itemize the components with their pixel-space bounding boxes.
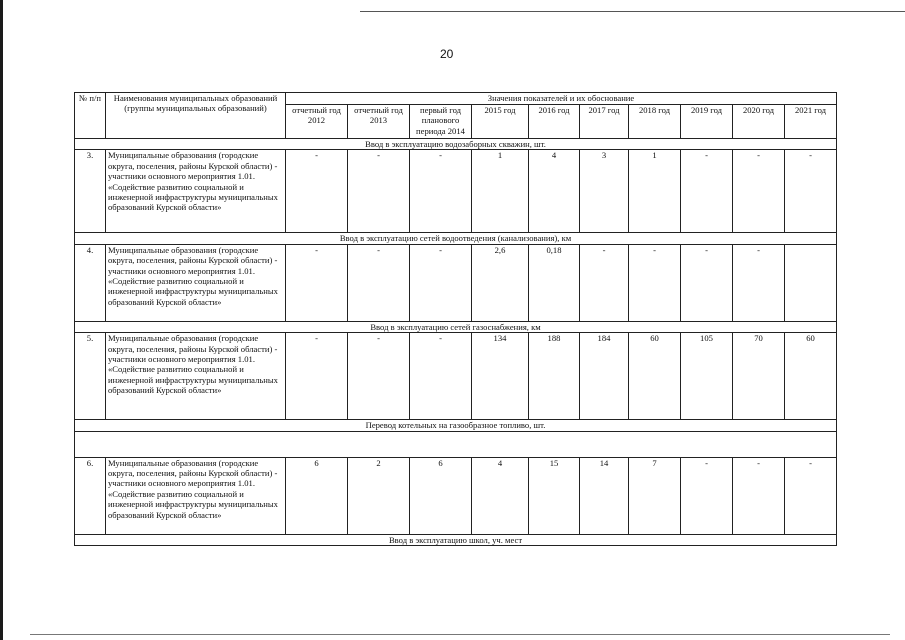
value-cell: 1: [472, 150, 529, 233]
row-name: Муниципальные образования (городские округа, поселения, районы Курской области) - участники основного мероприятия 1.01. «Содействие развитию социальной и инженерной инфраструктуры муниципальных образований Курской области»: [106, 333, 286, 420]
row-name: Муниципальные образования (городские округа, поселения, районы Курской области) - участники основного мероприятия 1.01. «Содействие развитию социальной и инженерной инфраструктуры муниципальных образований Курской области»: [106, 244, 286, 321]
spacer-row: [75, 431, 837, 457]
table-row: [75, 457, 837, 534]
value-cell: 7: [629, 457, 681, 534]
value-cell: -: [286, 150, 348, 233]
value-cell: 6: [286, 457, 348, 534]
row-number: 4.: [75, 244, 106, 321]
value-cell: -: [410, 333, 472, 420]
value-cell: -: [733, 457, 785, 534]
value-cell: -: [733, 244, 785, 321]
row-number: 5.: [75, 333, 106, 420]
value-cell: 6: [410, 457, 472, 534]
value-cell: 2,6: [472, 244, 529, 321]
table-row: [75, 333, 837, 420]
value-cell: 3: [580, 150, 629, 233]
table-row: [75, 244, 837, 321]
row-name: Муниципальные образования (городские округа, поселения, районы Курской области) - участники основного мероприятия 1.01. «Содействие развитию социальной и инженерной инфраструктуры муниципальных образований Курской области»: [106, 150, 286, 233]
section-title: Ввод в эксплуатацию водозаборных скважин, шт.: [75, 139, 837, 150]
scan-left-edge: [0, 0, 3, 640]
value-cell: -: [580, 244, 629, 321]
header-year: 2016 год: [529, 105, 580, 139]
section-title: Ввод в эксплуатацию сетей водоотведения (канализования), км: [75, 233, 837, 244]
header-year: первый год планового периода 2014: [410, 105, 472, 139]
scan-bottom-line: [30, 634, 890, 635]
section-row: [75, 139, 837, 150]
value-cell: 0,18: [529, 244, 580, 321]
header-year: 2020 год: [733, 105, 785, 139]
value-cell: 134: [472, 333, 529, 420]
section-row: [75, 233, 837, 244]
value-cell: -: [681, 457, 733, 534]
section-row: [75, 420, 837, 431]
section-row: [75, 321, 837, 332]
value-cell: 105: [681, 333, 733, 420]
value-cell: -: [733, 150, 785, 233]
value-cell: -: [348, 244, 410, 321]
value-cell: -: [286, 333, 348, 420]
header-year: 2019 год: [681, 105, 733, 139]
value-cell: 184: [580, 333, 629, 420]
indicators-table: [74, 92, 837, 546]
header-name: Наименования муниципальных образований (группы муниципальных образований): [106, 93, 286, 139]
value-cell: -: [785, 457, 837, 534]
row-name: Муниципальные образования (городские округа, поселения, районы Курской области) - участники основного мероприятия 1.01. «Содействие развитию социальной и инженерной инфраструктуры муниципальных образований Курской области»: [106, 457, 286, 534]
value-cell: -: [348, 333, 410, 420]
value-cell: 70: [733, 333, 785, 420]
value-cell: 2: [348, 457, 410, 534]
value-cell: 60: [785, 333, 837, 420]
header-year: отчетный год 2013: [348, 105, 410, 139]
value-cell: -: [410, 244, 472, 321]
header-year: 2015 год: [472, 105, 529, 139]
header-year: отчетный год 2012: [286, 105, 348, 139]
header-row-1: [75, 93, 837, 105]
value-cell: [785, 244, 837, 321]
header-year: 2021 год: [785, 105, 837, 139]
section-title: Ввод в эксплуатацию школ, уч. мест: [75, 534, 837, 545]
section-title: Перевод котельных на газообразное топливо, шт.: [75, 420, 837, 431]
row-number: 3.: [75, 150, 106, 233]
section-row: [75, 534, 837, 545]
value-cell: 4: [472, 457, 529, 534]
value-cell: -: [681, 244, 733, 321]
section-title: Ввод в эксплуатацию сетей газоснабжения, км: [75, 321, 837, 332]
value-cell: -: [681, 150, 733, 233]
value-cell: 1: [629, 150, 681, 233]
row-number: 6.: [75, 457, 106, 534]
value-cell: 15: [529, 457, 580, 534]
value-cell: -: [785, 150, 837, 233]
page-number: 20: [440, 47, 454, 61]
header-num: № п/п: [75, 93, 106, 139]
value-cell: 188: [529, 333, 580, 420]
header-year: 2017 год: [580, 105, 629, 139]
value-cell: 4: [529, 150, 580, 233]
header-values: Значения показателей и их обоснование: [286, 93, 837, 105]
scan-top-line: [360, 11, 905, 12]
table-row: [75, 150, 837, 233]
spacer-cell: [75, 431, 837, 457]
value-cell: -: [629, 244, 681, 321]
value-cell: -: [286, 244, 348, 321]
header-year: 2018 год: [629, 105, 681, 139]
value-cell: 14: [580, 457, 629, 534]
value-cell: -: [348, 150, 410, 233]
value-cell: 60: [629, 333, 681, 420]
value-cell: -: [410, 150, 472, 233]
